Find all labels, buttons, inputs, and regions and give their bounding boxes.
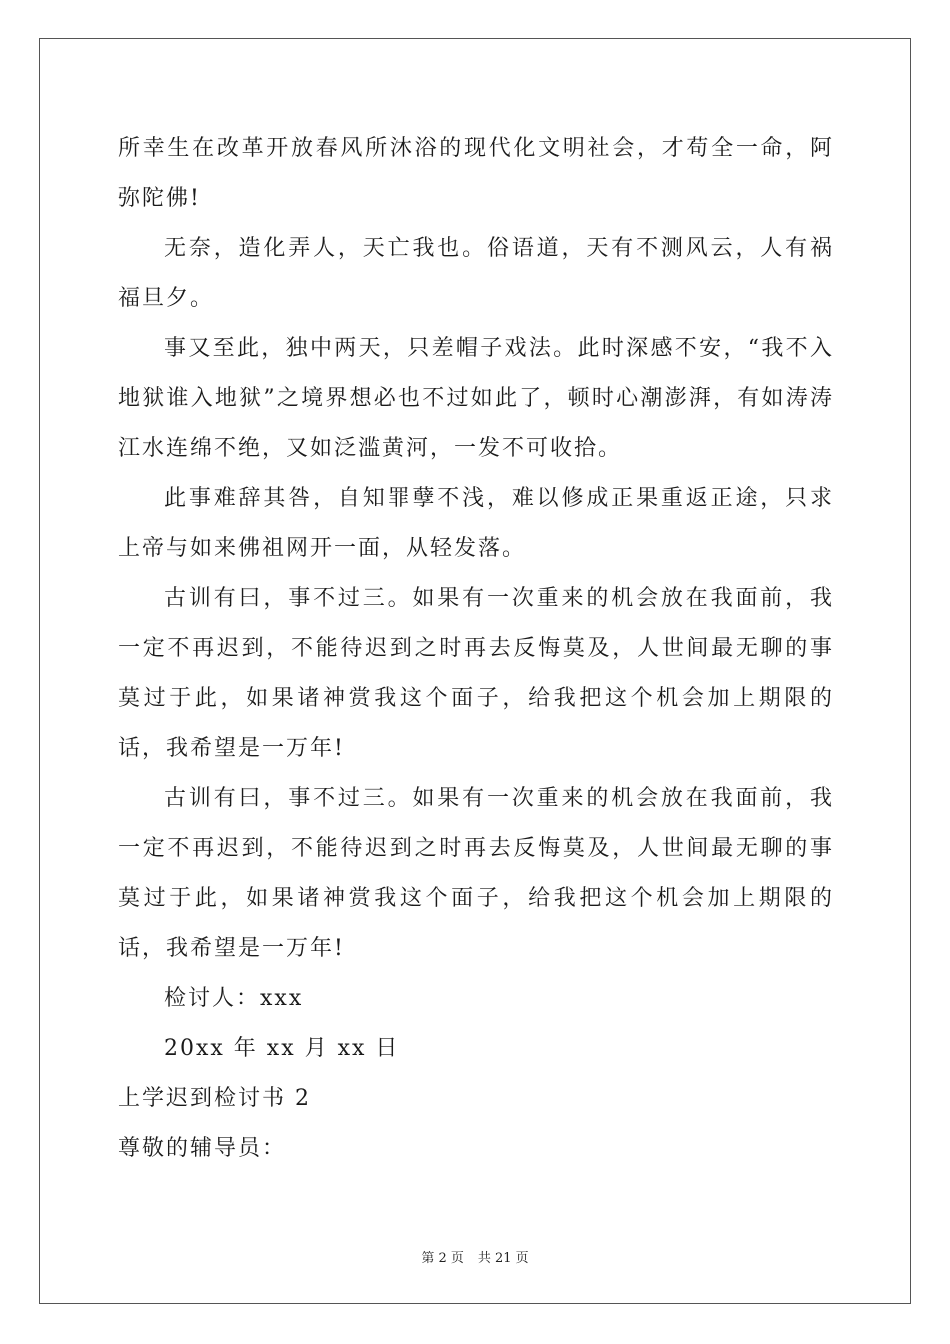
page-footer	[0, 1247, 950, 1266]
paragraph-2: 无奈，造化弄人，天亡我也。俗语道，天有不测风云，人有祸福旦夕。	[118, 236, 834, 311]
document-body	[118, 124, 834, 1174]
date-line: 20xx 年 xx 月 xx 日	[164, 1036, 400, 1061]
signer-line: 检讨人：xxx	[164, 986, 304, 1011]
page-total: 共 21 页	[477, 1251, 529, 1266]
paragraph-1: 所幸生在改革开放春风所沐浴的现代化文明社会，才苟全一命，阿弥陀佛!	[118, 136, 834, 211]
paragraph-5: 古训有曰，事不过三。如果有一次重来的机会放在我面前，我一定不再迟到，不能待迟到之时再去反悔莫及，人世间最无聊的事莫过于此，如果诸神赏我这个面子，给我把这个机会加上期限的话，我希望是一万年!	[118, 586, 834, 761]
salutation: 尊敬的辅导员：	[118, 1136, 287, 1161]
page-number: 第 2 页	[421, 1251, 464, 1266]
paragraph-4: 此事难辞其咎，自知罪孽不浅，难以修成正果重返正途，只求上帝与如来佛祖网开一面，从轻发落。	[118, 486, 834, 561]
paragraph-6: 古训有曰，事不过三。如果有一次重来的机会放在我面前，我一定不再迟到，不能待迟到之时再去反悔莫及，人世间最无聊的事莫过于此，如果诸神赏我这个面子，给我把这个机会加上期限的话，我希望是一万年!	[118, 786, 834, 961]
paragraph-3: 事又至此，独中两天，只差帽子戏法。此时深感不安，“我不入地狱谁入地狱”之境界想必也不过如此了，顿时心潮澎湃，有如涛涛江水连绵不绝，又如泛滥黄河，一发不可收拾。	[118, 336, 834, 461]
section-title: 上学迟到检讨书 2	[118, 1086, 311, 1111]
